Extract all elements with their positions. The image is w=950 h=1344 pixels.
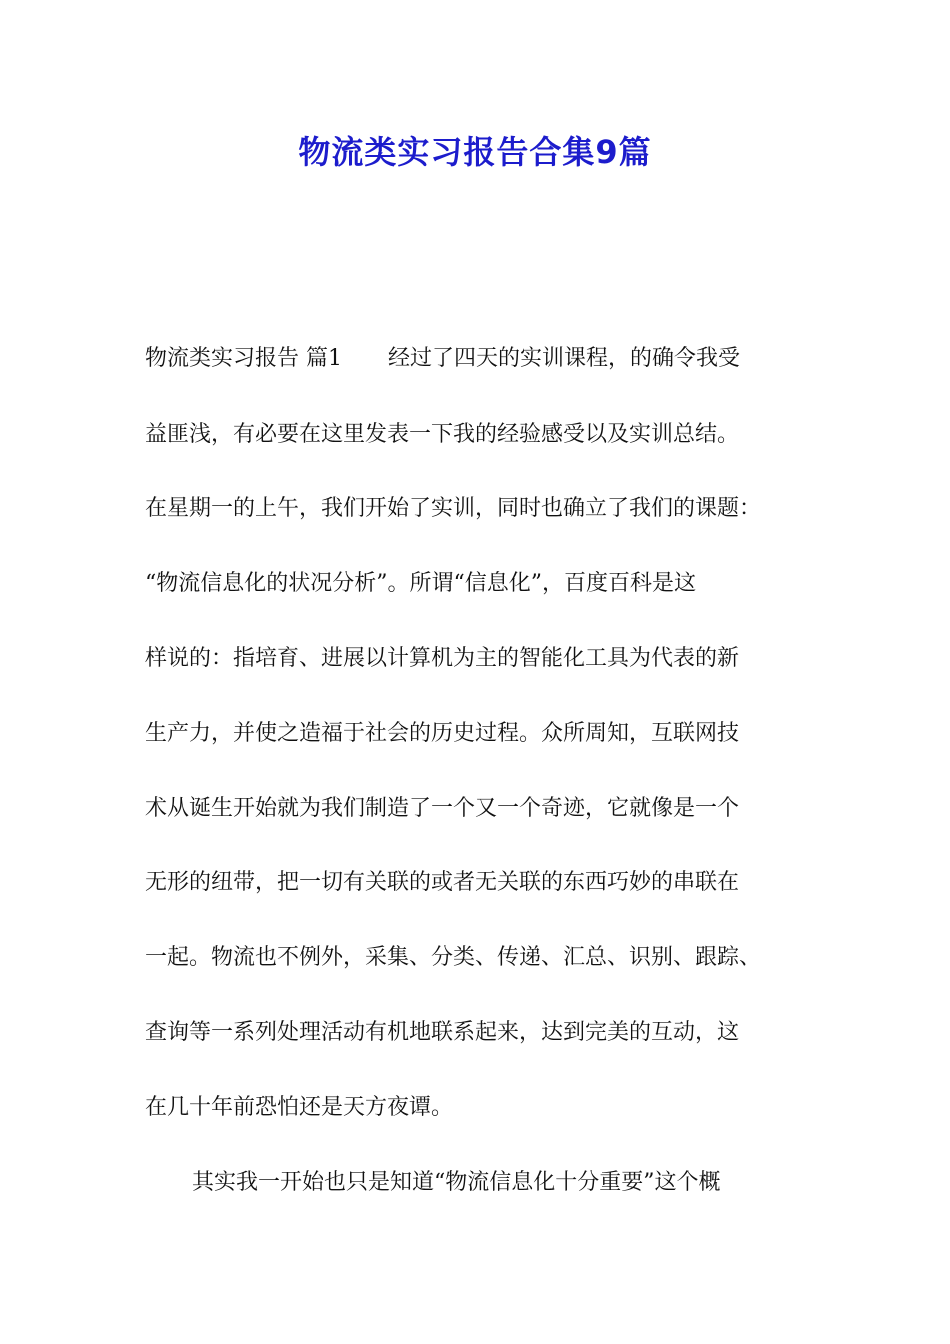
document-title: 物流类实习报告合集9篇 xyxy=(298,133,652,171)
paragraph-line-8: 无形的纽带，把一切有关联的或者无关联的东西巧妙的串联在 xyxy=(145,870,740,895)
paragraph-line-7: 术从诞生开始就为我们制造了一个又一个奇迹，它就像是一个 xyxy=(145,796,740,821)
paragraph-line-11: 在几十年前恐怕还是天方夜谭。 xyxy=(145,1095,454,1120)
paragraph-line-6: 生产力，并使之造福于社会的历史过程。众所周知，互联网技 xyxy=(145,721,740,746)
section-heading: 物流类实习报告 篇1 xyxy=(145,346,342,371)
paragraph-text: 经过了四天的实训课程，的确令我受 xyxy=(388,346,741,371)
paragraph-line-4: “物流信息化的状况分析”。所谓“信息化”，百度百科是这 xyxy=(145,571,696,596)
paragraph-line-2: 益匪浅，有必要在这里发表一下我的经验感受以及实训总结。 xyxy=(145,422,740,447)
paragraph-line-9: 一起。物流也不例外，采集、分类、传递、汇总、识别、跟踪、 xyxy=(145,945,762,970)
paragraph-line-3: 在星期一的上午，我们开始了实训，同时也确立了我们的课题： xyxy=(145,496,762,521)
paragraph-line-1 xyxy=(145,344,740,374)
paragraph-line-12: 其实我一开始也只是知道“物流信息化十分重要”这个概 xyxy=(192,1170,721,1195)
paragraph-line-5: 样说的：指培育、进展以计算机为主的智能化工具为代表的新 xyxy=(145,646,740,671)
paragraph-line-10: 查询等一系列处理活动有机地联系起来，达到完美的互动，这 xyxy=(145,1020,740,1045)
